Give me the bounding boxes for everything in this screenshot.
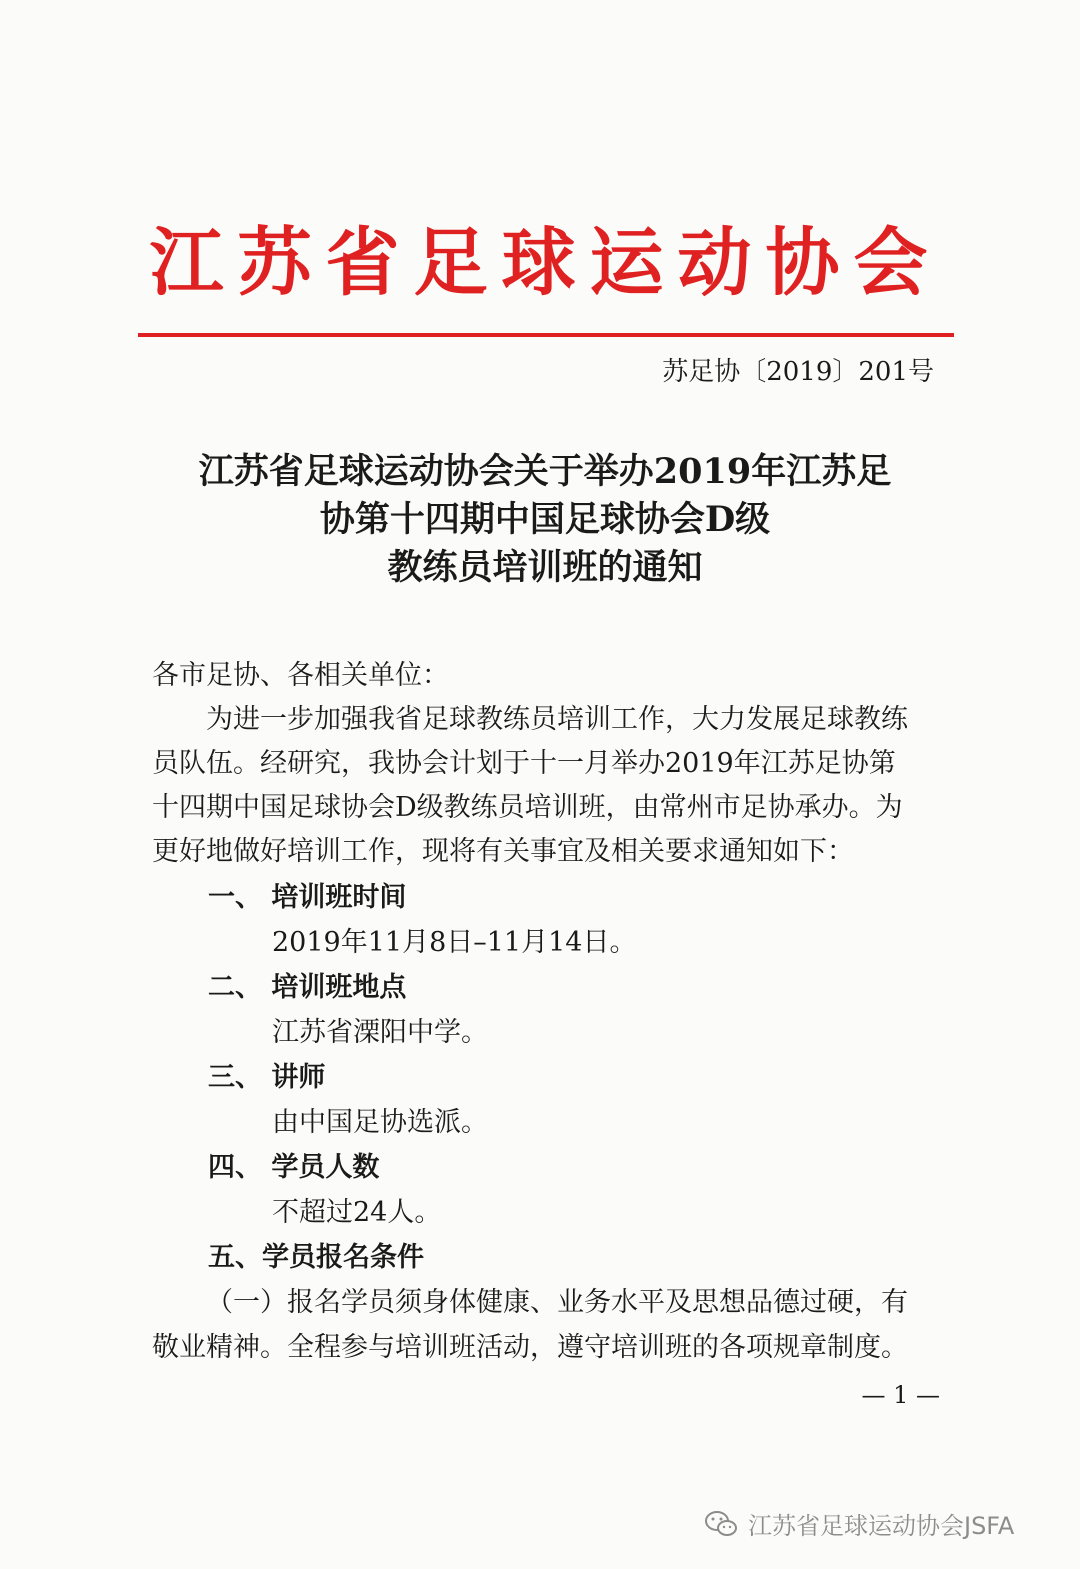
- section-content-location: 江苏省溧阳中学。: [272, 1017, 488, 1048]
- requirement-line: 敬业精神。全程参与培训班活动，遵守培训班的各项规章制度。: [152, 1332, 908, 1363]
- page-number: — 1 —: [861, 1381, 940, 1409]
- section-heading-count: 四、 学员人数: [208, 1152, 380, 1183]
- intro-line: 更好地做好培训工作，现将有关事宜及相关要求通知如下：: [152, 836, 854, 867]
- letterhead: 江苏省足球运动协会: [149, 220, 942, 306]
- title-line: 江苏省足球运动协会关于举办2019年江苏足: [198, 451, 892, 492]
- document-number: 苏足协〔2019〕201号: [662, 357, 934, 387]
- requirement-line: （一）报名学员须身体健康、业务水平及思想品德过硬，有: [206, 1287, 908, 1318]
- section-content-time: 2019年11月8日–11月14日。: [272, 927, 637, 958]
- section-heading-requirements: 五、学员报名条件: [208, 1242, 424, 1273]
- section-content-count: 不超过24人。: [272, 1197, 442, 1228]
- title-line: 协第十四期中国足球协会D级: [319, 499, 771, 540]
- watermark-text: 江苏省足球运动协会JSFA: [748, 1512, 1015, 1540]
- wechat-icon: [704, 1509, 738, 1539]
- section-heading-time: 一、 培训班时间: [208, 882, 407, 913]
- intro-line: 十四期中国足球协会D级教练员培训班，由常州市足协承办。为: [152, 792, 903, 823]
- intro-line: 员队伍。经研究，我协会计划于十一月举办2019年江苏足协第: [152, 748, 896, 779]
- salutation: 各市足协、各相关单位：: [152, 660, 449, 691]
- letterhead-rule: [138, 333, 954, 337]
- section-heading-lecturer: 三、 讲师: [208, 1062, 326, 1093]
- section-heading-location: 二、 培训班地点: [208, 972, 407, 1003]
- section-content-lecturer: 由中国足协选派。: [272, 1107, 488, 1138]
- title-line: 教练员培训班的通知: [387, 547, 703, 588]
- document-title: [130, 448, 960, 592]
- watermark: [704, 1506, 1014, 1541]
- intro-line: 为进一步加强我省足球教练员培训工作，大力发展足球教练: [206, 704, 908, 735]
